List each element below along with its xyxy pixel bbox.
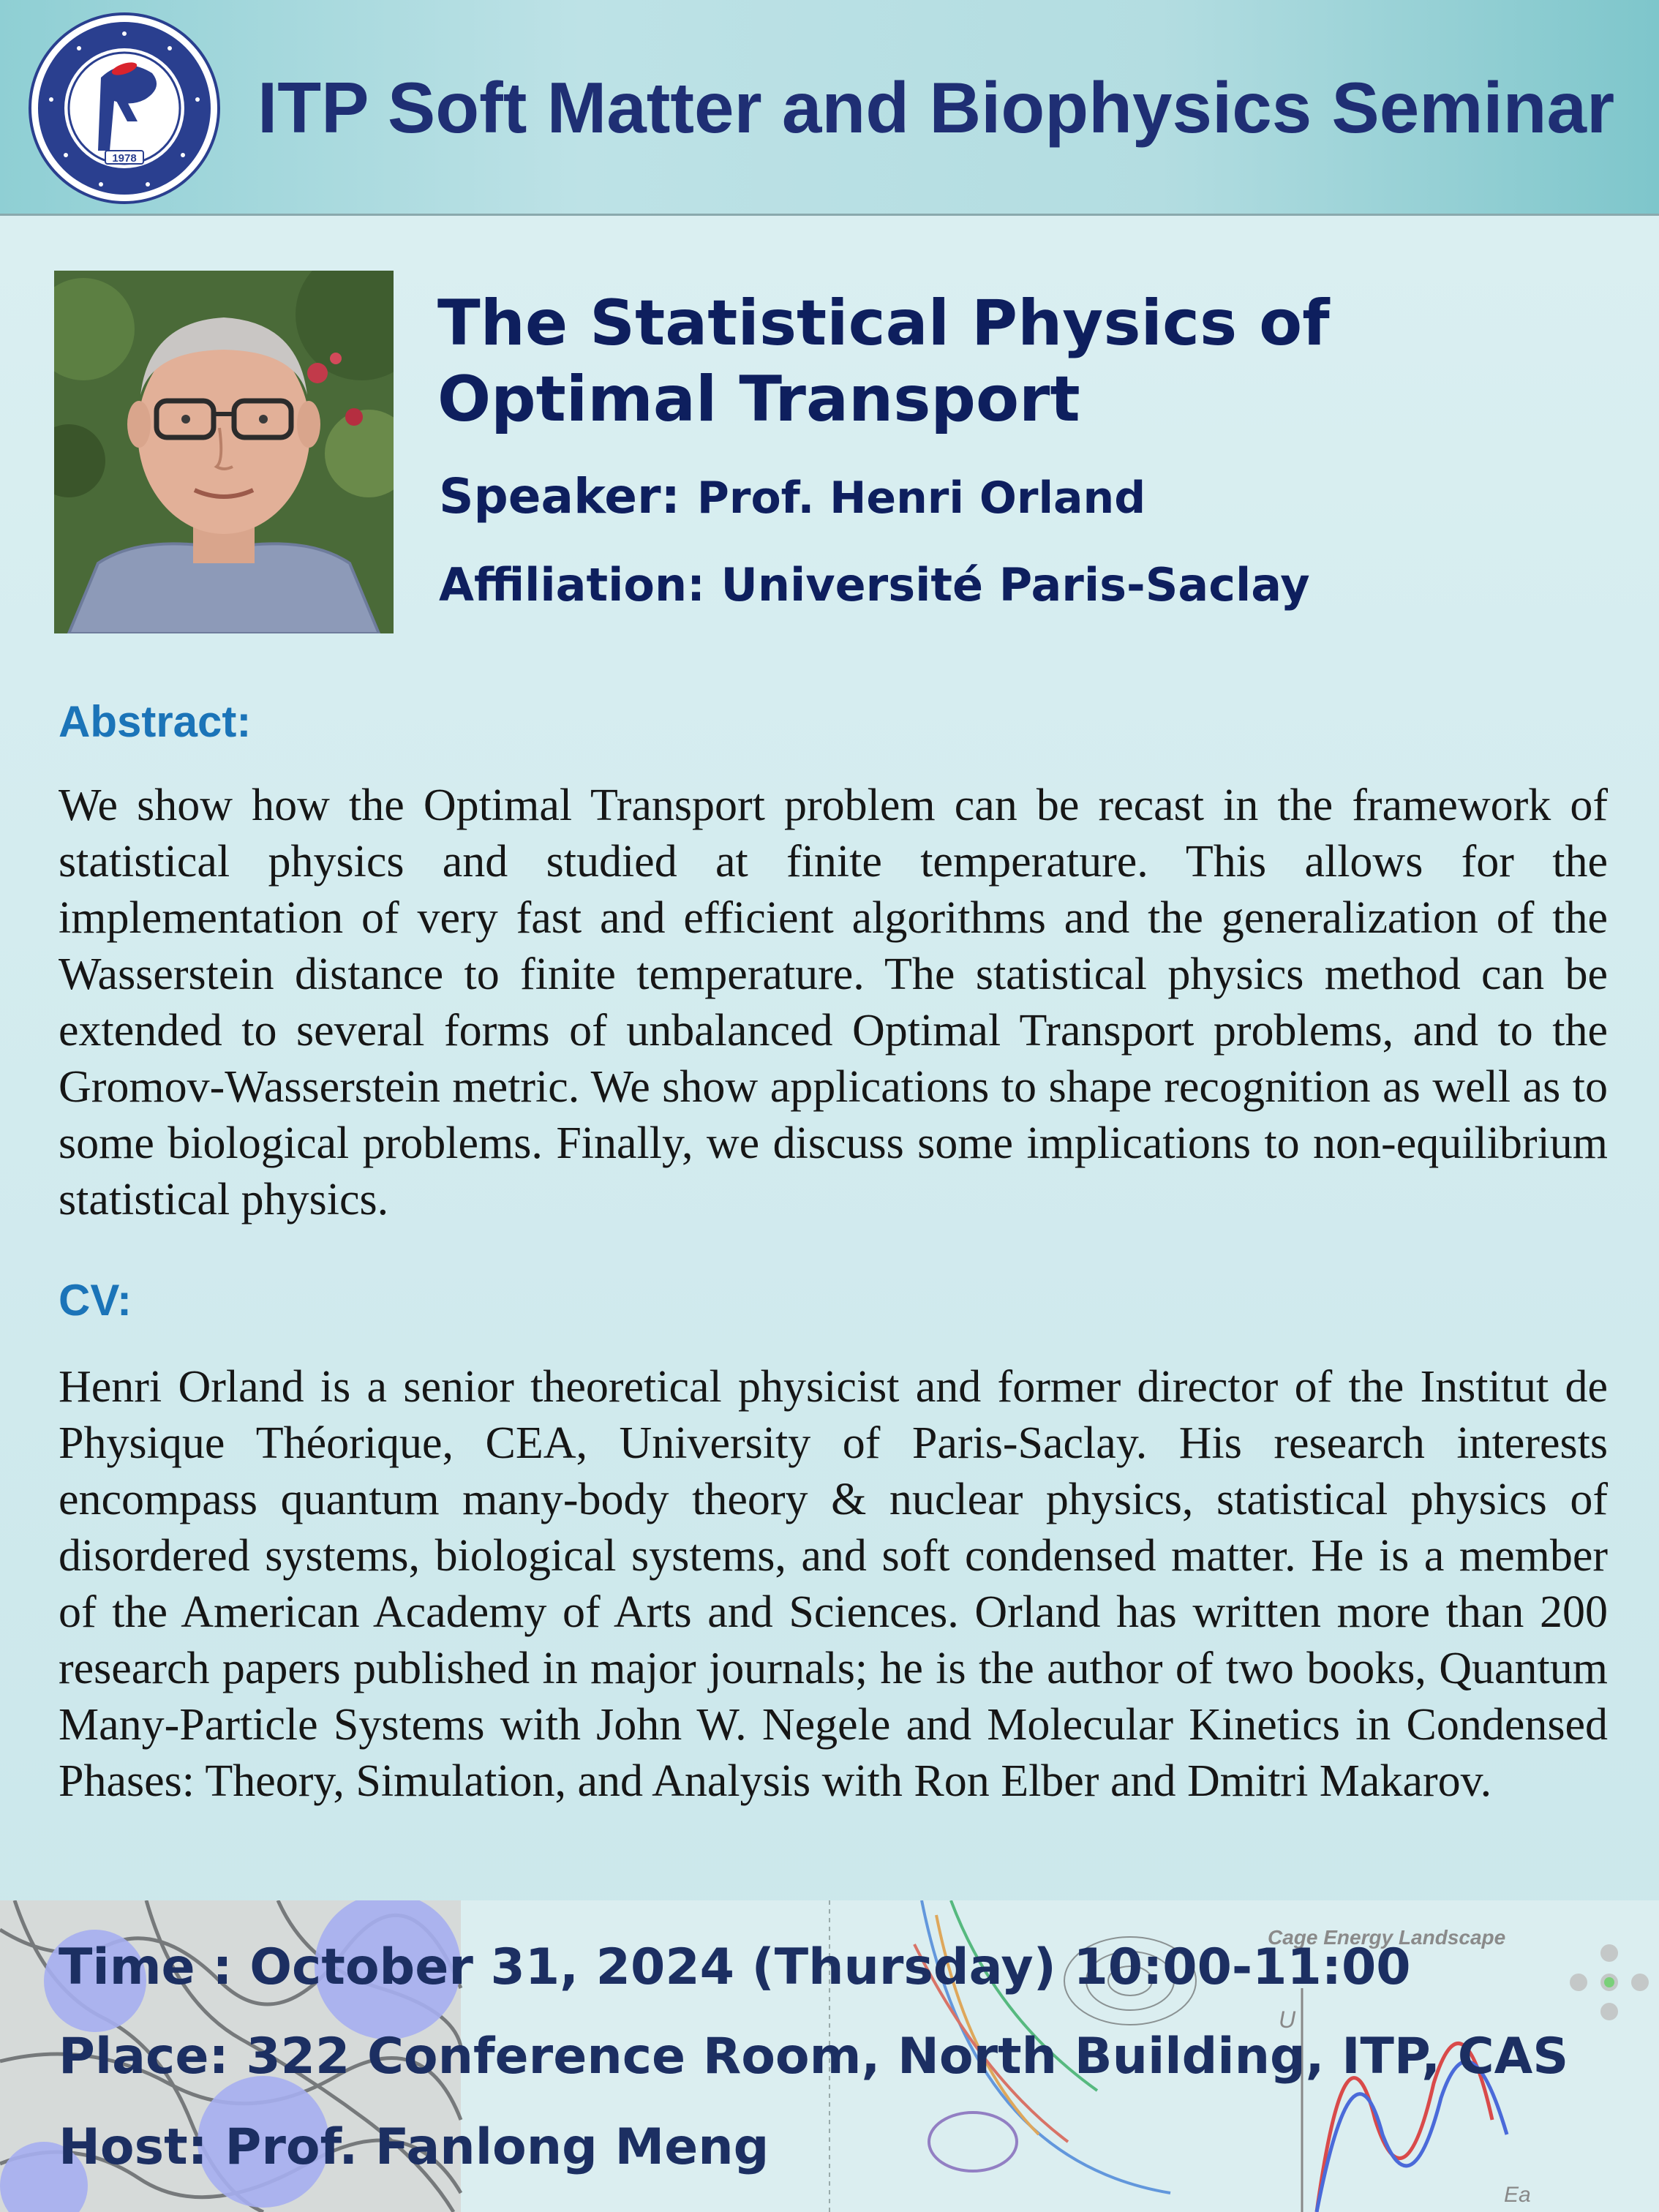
affiliation-name: Université Paris-Saclay — [721, 558, 1310, 612]
cage-energy-landscape-label: Cage Energy Landscape — [1268, 1926, 1506, 1949]
speaker-label: Speaker: — [439, 468, 680, 524]
talk-title: The Statistical Physics of Optimal Transport — [437, 287, 1330, 436]
energy-axis-ea: Ea — [1504, 2183, 1531, 2207]
speaker-line — [439, 468, 1580, 524]
affiliation-line — [439, 558, 1580, 612]
event-place: Place: 322 Conference Room, North Building, ITP, CAS — [59, 2028, 1569, 2085]
abstract-heading: Abstract: — [59, 697, 252, 746]
cv-body: Henri Orland is a senior theoretical physicist and former director of the Institut de Physique Théorique, CEA, University of Paris-Saclay. His research interests encompass quantum many-body theory & nuclear physics, statistical physics of disordered systems, biological systems, and soft condensed matter. He is a member of the American Academy of Arts and Sciences. Orland has written more than 200 research papers published in major journals; he is the author of two books, Quantum Many-Particle Systems with John W. Negele and Molecular Kinetics in Condensed Phases: Theory, Simulation, and Analysis with Ron Elber and Dmitri Makarov. — [59, 1362, 1608, 1806]
event-time: Time : October 31, 2024 (Thursday) 10:00-11:00 — [59, 1938, 1411, 1996]
speaker-photo — [54, 271, 394, 633]
speaker-name: Prof. Henri Orland — [696, 473, 1146, 524]
abstract-body: We show how the Optimal Transport problem can be recast in the framework of statistical physics and studied at finite temperature. This allows for the implementation of very fast and efficient algorithms and the generalization of the Wasserstein distance to finite temperature. The statistical physics method can be extended to several forms of unbalanced Optimal Transport problems, and to the Gromov-Wasserstein metric. We show applications to shape recognition as well as to some biological problems. Finally, we discuss some implications to non-equilibrium statistical physics. — [59, 780, 1608, 1224]
cv-heading: CV: — [59, 1276, 132, 1325]
itp-cas-seal-icon — [28, 12, 221, 205]
logo-year: 1978 — [112, 152, 137, 165]
energy-axis-u: U — [1279, 2006, 1296, 2033]
event-host: Host: Prof. Fanlong Meng — [59, 2118, 770, 2176]
header-banner — [0, 0, 1659, 216]
affiliation-label: Affiliation: — [439, 558, 705, 612]
event-details-footer — [0, 1900, 1659, 2212]
seminar-title: ITP Soft Matter and Biophysics Seminar — [257, 67, 1615, 148]
